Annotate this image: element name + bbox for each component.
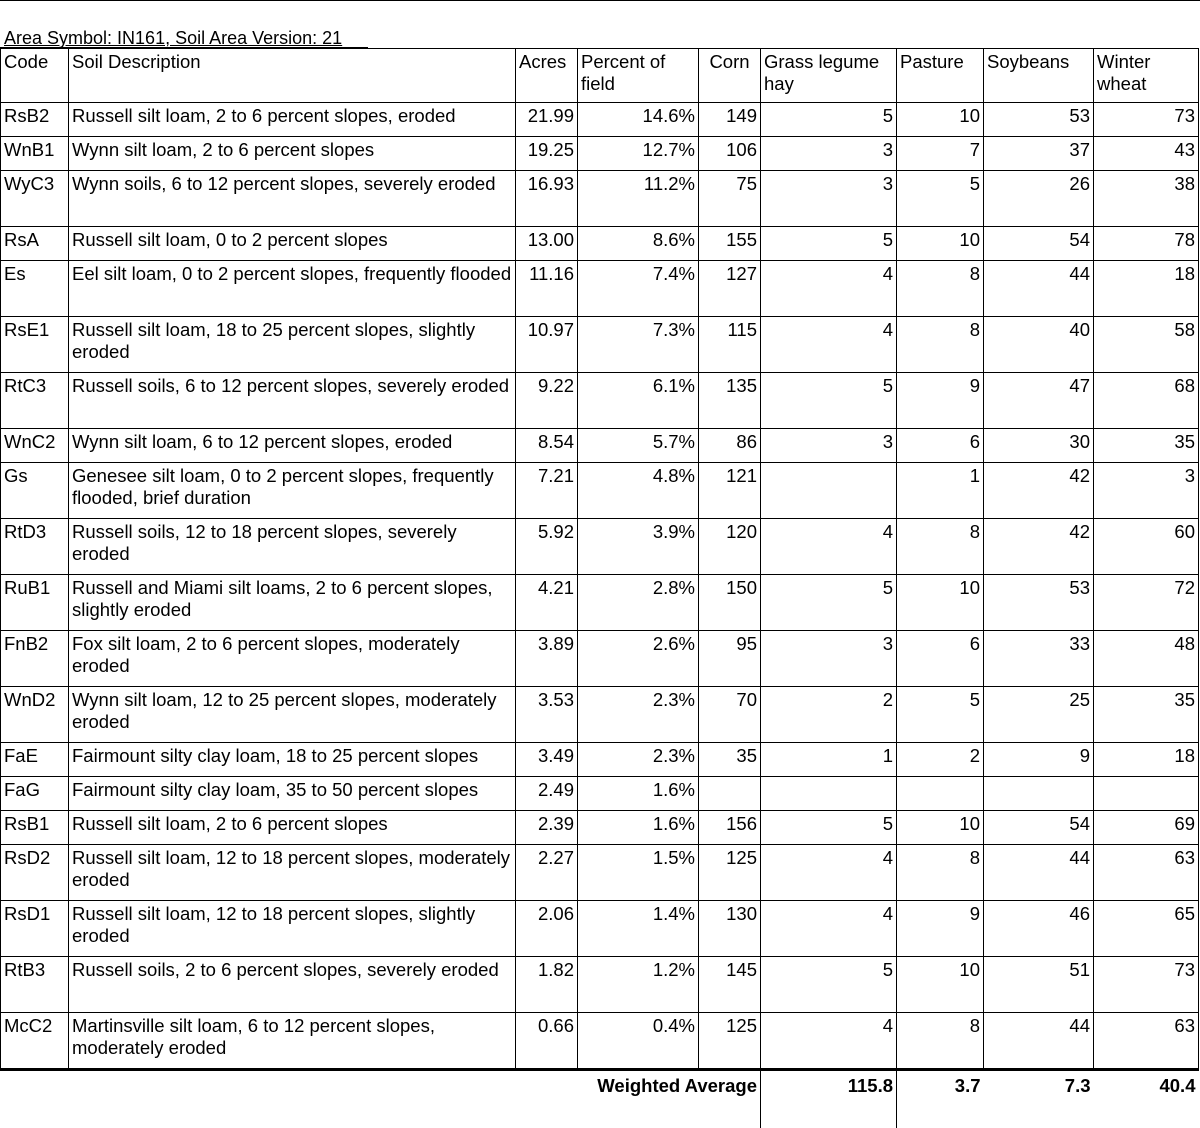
header-winter-wheat: Winter wheat	[1094, 49, 1199, 103]
footer-blank	[1, 1070, 69, 1128]
row-soil-description: Russell and Miami silt loams, 2 to 6 percent slopes, slightly eroded	[69, 575, 516, 631]
top-border-line	[0, 0, 1200, 1]
table-row	[1, 227, 1199, 261]
table-row	[1, 137, 1199, 171]
row-corn: 155	[699, 227, 761, 261]
row-winter-wheat: 73	[1094, 103, 1199, 137]
row-winter-wheat	[1094, 777, 1199, 811]
row-grass-legume-hay: 4	[761, 261, 897, 317]
header-code: Code	[1, 49, 69, 103]
row-pasture: 8	[897, 1013, 984, 1070]
row-soil-description: Russell soils, 2 to 6 percent slopes, severely eroded	[69, 957, 516, 1013]
table-row	[1, 171, 1199, 227]
area-caption: Area Symbol: IN161, Soil Area Version: 21	[4, 28, 342, 48]
row-soil-description: Russell silt loam, 18 to 25 percent slopes, slightly eroded	[69, 317, 516, 373]
row-winter-wheat: 3	[1094, 463, 1199, 519]
row-corn: 75	[699, 171, 761, 227]
row-soybeans: 25	[984, 687, 1094, 743]
table-row	[1, 519, 1199, 575]
row-winter-wheat: 60	[1094, 519, 1199, 575]
row-grass-legume-hay: 3	[761, 429, 897, 463]
row-code: WnB1	[1, 137, 69, 171]
row-soil-description: Wynn silt loam, 2 to 6 percent slopes	[69, 137, 516, 171]
row-soybeans: 44	[984, 1013, 1094, 1070]
row-code: RtD3	[1, 519, 69, 575]
row-code: RsB1	[1, 811, 69, 845]
row-pasture: 9	[897, 901, 984, 957]
row-corn: 115	[699, 317, 761, 373]
row-soybeans: 51	[984, 957, 1094, 1013]
row-soybeans: 26	[984, 171, 1094, 227]
row-grass-legume-hay: 5	[761, 103, 897, 137]
row-winter-wheat: 58	[1094, 317, 1199, 373]
weighted-average-label: Weighted Average	[516, 1070, 761, 1128]
row-acres: 4.21	[516, 575, 578, 631]
table-row	[1, 845, 1199, 901]
table-row	[1, 631, 1199, 687]
row-winter-wheat: 35	[1094, 429, 1199, 463]
row-acres: 8.54	[516, 429, 578, 463]
row-corn: 156	[699, 811, 761, 845]
row-corn: 86	[699, 429, 761, 463]
row-code: RsE1	[1, 317, 69, 373]
table-row	[1, 317, 1199, 373]
row-soybeans: 54	[984, 811, 1094, 845]
row-soil-description: Martinsville silt loam, 6 to 12 percent slopes, moderately eroded	[69, 1013, 516, 1070]
row-pasture: 5	[897, 687, 984, 743]
table-row	[1, 429, 1199, 463]
row-percent-of-field: 1.4%	[578, 901, 699, 957]
header-corn: Corn	[699, 49, 761, 103]
row-soybeans	[984, 777, 1094, 811]
row-soil-description: Russell soils, 12 to 18 percent slopes, severely eroded	[69, 519, 516, 575]
row-code: Es	[1, 261, 69, 317]
weighted-average-corn-value: 115.8	[848, 1075, 893, 1096]
weighted-average-pasture: 7.3	[984, 1070, 1094, 1128]
row-acres: 10.97	[516, 317, 578, 373]
table-row	[1, 743, 1199, 777]
row-acres: 11.16	[516, 261, 578, 317]
row-pasture: 8	[897, 519, 984, 575]
row-acres: 3.53	[516, 687, 578, 743]
row-winter-wheat: 35	[1094, 687, 1199, 743]
row-corn: 95	[699, 631, 761, 687]
row-grass-legume-hay: 4	[761, 519, 897, 575]
row-percent-of-field: 2.3%	[578, 687, 699, 743]
footer-blank	[69, 1070, 516, 1128]
row-percent-of-field: 12.7%	[578, 137, 699, 171]
row-code: FaE	[1, 743, 69, 777]
header-soil-description: Soil Description	[69, 49, 516, 103]
row-percent-of-field: 7.3%	[578, 317, 699, 373]
row-soil-description: Eel silt loam, 0 to 2 percent slopes, frequently flooded	[69, 261, 516, 317]
table-row	[1, 777, 1199, 811]
row-percent-of-field: 2.6%	[578, 631, 699, 687]
header-percent-of-field: Percent of field	[578, 49, 699, 103]
row-corn: 106	[699, 137, 761, 171]
table-row	[1, 373, 1199, 429]
row-code: RsB2	[1, 103, 69, 137]
row-pasture: 2	[897, 743, 984, 777]
table-row	[1, 687, 1199, 743]
row-pasture: 6	[897, 631, 984, 687]
row-winter-wheat: 69	[1094, 811, 1199, 845]
row-grass-legume-hay: 5	[761, 811, 897, 845]
row-corn: 35	[699, 743, 761, 777]
header-pasture: Pasture	[897, 49, 984, 103]
row-soybeans: 42	[984, 519, 1094, 575]
row-soybeans: 30	[984, 429, 1094, 463]
row-soil-description: Genesee silt loam, 0 to 2 percent slopes, frequently flooded, brief duration	[69, 463, 516, 519]
row-corn: 125	[699, 845, 761, 901]
row-corn: 130	[699, 901, 761, 957]
row-code: WyC3	[1, 171, 69, 227]
weighted-average-corn	[761, 1070, 897, 1128]
row-acres: 2.49	[516, 777, 578, 811]
row-soybeans: 42	[984, 463, 1094, 519]
row-winter-wheat: 63	[1094, 845, 1199, 901]
header-soybeans: Soybeans	[984, 49, 1094, 103]
row-pasture: 9	[897, 373, 984, 429]
row-soybeans: 54	[984, 227, 1094, 261]
row-winter-wheat: 72	[1094, 575, 1199, 631]
row-soil-description: Wynn silt loam, 12 to 25 percent slopes, moderately eroded	[69, 687, 516, 743]
row-pasture: 8	[897, 261, 984, 317]
row-grass-legume-hay: 4	[761, 901, 897, 957]
row-soil-description: Wynn silt loam, 6 to 12 percent slopes, eroded	[69, 429, 516, 463]
row-code: RtB3	[1, 957, 69, 1013]
row-code: Gs	[1, 463, 69, 519]
weighted-average-row	[1, 1070, 1199, 1128]
weighted-average-soybeans: 40.4	[1094, 1070, 1199, 1128]
row-soybeans: 53	[984, 103, 1094, 137]
row-percent-of-field: 1.6%	[578, 811, 699, 845]
row-acres: 2.27	[516, 845, 578, 901]
row-percent-of-field: 1.6%	[578, 777, 699, 811]
row-soybeans: 33	[984, 631, 1094, 687]
row-soil-description: Russell soils, 6 to 12 percent slopes, severely eroded	[69, 373, 516, 429]
row-pasture: 7	[897, 137, 984, 171]
row-code: WnC2	[1, 429, 69, 463]
row-soil-description: Wynn soils, 6 to 12 percent slopes, severely eroded	[69, 171, 516, 227]
row-soybeans: 44	[984, 261, 1094, 317]
row-percent-of-field: 8.6%	[578, 227, 699, 261]
table-row	[1, 261, 1199, 317]
row-grass-legume-hay: 4	[761, 845, 897, 901]
row-winter-wheat: 78	[1094, 227, 1199, 261]
row-pasture	[897, 777, 984, 811]
soil-yield-table	[0, 48, 1199, 1128]
row-code: FnB2	[1, 631, 69, 687]
row-soybeans: 53	[984, 575, 1094, 631]
row-grass-legume-hay: 3	[761, 137, 897, 171]
row-pasture: 10	[897, 957, 984, 1013]
table-row	[1, 575, 1199, 631]
row-winter-wheat: 38	[1094, 171, 1199, 227]
row-corn: 135	[699, 373, 761, 429]
row-percent-of-field: 1.2%	[578, 957, 699, 1013]
row-acres: 19.25	[516, 137, 578, 171]
row-soil-description: Fairmount silty clay loam, 18 to 25 percent slopes	[69, 743, 516, 777]
row-pasture: 8	[897, 845, 984, 901]
row-grass-legume-hay	[761, 777, 897, 811]
row-soybeans: 40	[984, 317, 1094, 373]
row-grass-legume-hay: 5	[761, 227, 897, 261]
row-soybeans: 44	[984, 845, 1094, 901]
row-corn: 125	[699, 1013, 761, 1070]
row-acres: 7.21	[516, 463, 578, 519]
row-percent-of-field: 3.9%	[578, 519, 699, 575]
row-grass-legume-hay: 3	[761, 631, 897, 687]
row-acres: 1.82	[516, 957, 578, 1013]
row-winter-wheat: 43	[1094, 137, 1199, 171]
row-grass-legume-hay: 5	[761, 957, 897, 1013]
row-grass-legume-hay: 2	[761, 687, 897, 743]
row-pasture: 10	[897, 227, 984, 261]
row-pasture: 8	[897, 317, 984, 373]
row-corn: 145	[699, 957, 761, 1013]
row-percent-of-field: 7.4%	[578, 261, 699, 317]
row-code: RsA	[1, 227, 69, 261]
row-soil-description: Russell silt loam, 12 to 18 percent slopes, moderately eroded	[69, 845, 516, 901]
row-percent-of-field: 2.8%	[578, 575, 699, 631]
row-grass-legume-hay: 4	[761, 317, 897, 373]
row-percent-of-field: 11.2%	[578, 171, 699, 227]
row-acres: 3.49	[516, 743, 578, 777]
table-body	[1, 103, 1199, 1070]
row-percent-of-field: 2.3%	[578, 743, 699, 777]
header-grass-legume-hay: Grass legume hay	[761, 49, 897, 103]
row-pasture: 5	[897, 171, 984, 227]
row-pasture: 10	[897, 575, 984, 631]
row-code: RsD1	[1, 901, 69, 957]
row-soil-description: Fairmount silty clay loam, 35 to 50 percent slopes	[69, 777, 516, 811]
row-winter-wheat: 48	[1094, 631, 1199, 687]
row-acres: 13.00	[516, 227, 578, 261]
header-acres: Acres	[516, 49, 578, 103]
row-acres: 9.22	[516, 373, 578, 429]
row-code: RsD2	[1, 845, 69, 901]
row-acres: 5.92	[516, 519, 578, 575]
row-corn	[699, 777, 761, 811]
row-soil-description: Russell silt loam, 2 to 6 percent slopes, eroded	[69, 103, 516, 137]
row-acres: 2.06	[516, 901, 578, 957]
row-soil-description: Russell silt loam, 2 to 6 percent slopes	[69, 811, 516, 845]
row-percent-of-field: 14.6%	[578, 103, 699, 137]
row-grass-legume-hay: 4	[761, 1013, 897, 1070]
row-corn: 150	[699, 575, 761, 631]
row-acres: 2.39	[516, 811, 578, 845]
row-pasture: 10	[897, 811, 984, 845]
row-corn: 149	[699, 103, 761, 137]
row-corn: 70	[699, 687, 761, 743]
table-row	[1, 811, 1199, 845]
row-acres: 16.93	[516, 171, 578, 227]
row-soybeans: 9	[984, 743, 1094, 777]
row-pasture: 6	[897, 429, 984, 463]
row-winter-wheat: 18	[1094, 261, 1199, 317]
row-grass-legume-hay: 1	[761, 743, 897, 777]
row-code: WnD2	[1, 687, 69, 743]
table-row	[1, 957, 1199, 1013]
row-soil-description: Russell silt loam, 0 to 2 percent slopes	[69, 227, 516, 261]
row-winter-wheat: 63	[1094, 1013, 1199, 1070]
row-soybeans: 37	[984, 137, 1094, 171]
row-grass-legume-hay: 3	[761, 171, 897, 227]
row-grass-legume-hay	[761, 463, 897, 519]
row-grass-legume-hay: 5	[761, 373, 897, 429]
row-percent-of-field: 0.4%	[578, 1013, 699, 1070]
row-soybeans: 46	[984, 901, 1094, 957]
header-row	[1, 49, 1199, 103]
row-percent-of-field: 4.8%	[578, 463, 699, 519]
row-acres: 21.99	[516, 103, 578, 137]
table-row	[1, 901, 1199, 957]
row-winter-wheat: 73	[1094, 957, 1199, 1013]
row-code: RtC3	[1, 373, 69, 429]
row-soil-description: Fox silt loam, 2 to 6 percent slopes, moderately eroded	[69, 631, 516, 687]
row-winter-wheat: 65	[1094, 901, 1199, 957]
table-row	[1, 463, 1199, 519]
row-winter-wheat: 68	[1094, 373, 1199, 429]
table-row	[1, 1013, 1199, 1070]
row-percent-of-field: 6.1%	[578, 373, 699, 429]
table-row	[1, 103, 1199, 137]
row-code: McC2	[1, 1013, 69, 1070]
row-code: RuB1	[1, 575, 69, 631]
row-grass-legume-hay: 5	[761, 575, 897, 631]
row-corn: 121	[699, 463, 761, 519]
row-corn: 120	[699, 519, 761, 575]
weighted-average-hay: 3.7	[897, 1070, 984, 1128]
row-percent-of-field: 5.7%	[578, 429, 699, 463]
row-soil-description: Russell silt loam, 12 to 18 percent slopes, slightly eroded	[69, 901, 516, 957]
row-pasture: 10	[897, 103, 984, 137]
row-winter-wheat: 18	[1094, 743, 1199, 777]
row-acres: 0.66	[516, 1013, 578, 1070]
row-pasture: 1	[897, 463, 984, 519]
row-corn: 127	[699, 261, 761, 317]
row-soybeans: 47	[984, 373, 1094, 429]
row-acres: 3.89	[516, 631, 578, 687]
row-code: FaG	[1, 777, 69, 811]
row-percent-of-field: 1.5%	[578, 845, 699, 901]
